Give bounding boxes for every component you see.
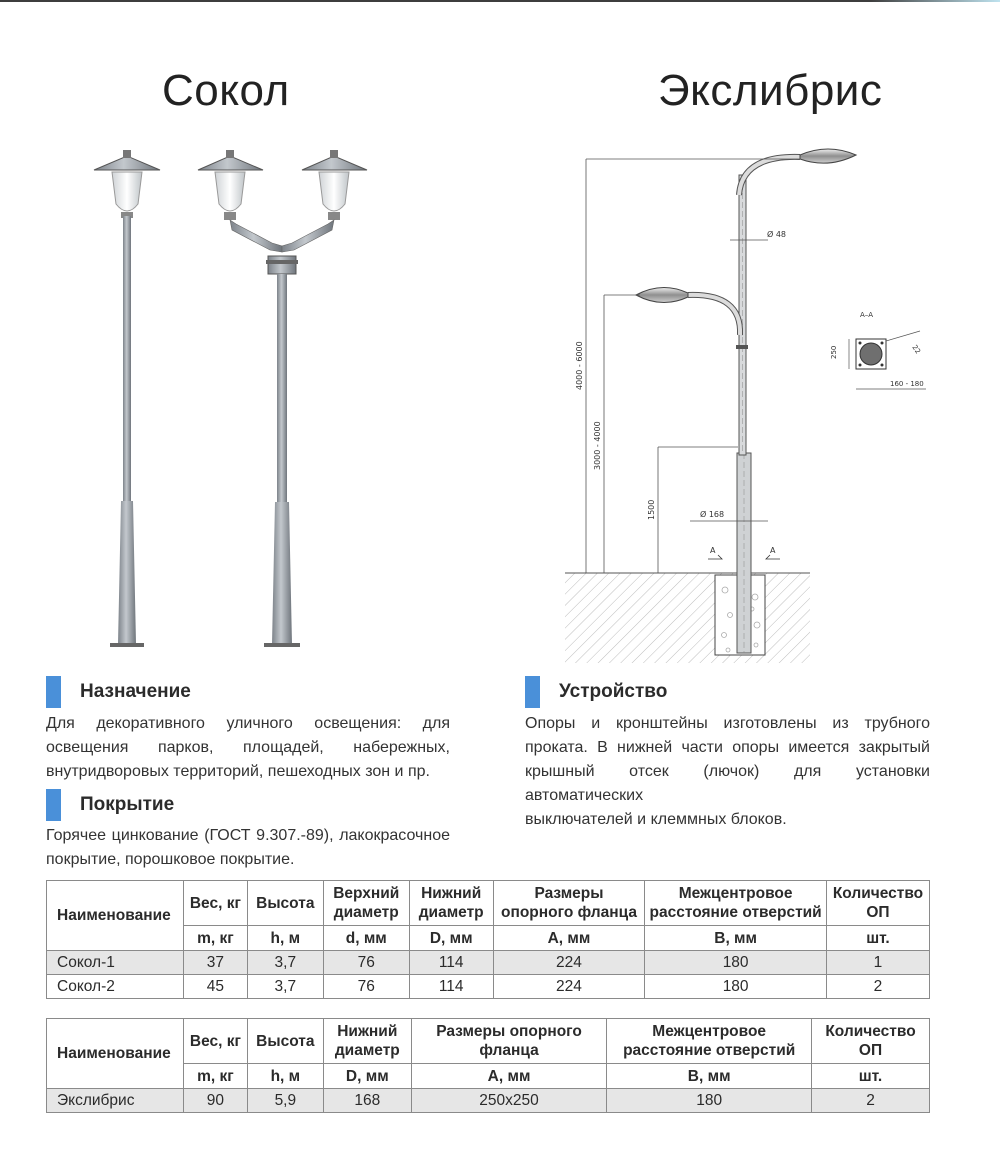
unit-cell: h, м (247, 926, 323, 951)
svg-text:160 - 180: 160 - 180 (890, 380, 924, 388)
section-coating-title: Покрытие (80, 794, 175, 815)
table-cell: Сокол-1 (47, 951, 184, 975)
unit-cell: шт. (812, 1064, 930, 1089)
unit-cell: h, м (247, 1064, 323, 1089)
table-cell: 250x250 (411, 1089, 607, 1113)
table-cell: 168 (323, 1089, 411, 1113)
section-accent-bar (525, 676, 540, 708)
table-cell: Экслибрис (47, 1089, 184, 1113)
table-row (47, 975, 930, 999)
column-header: Верхний диаметр (323, 881, 409, 926)
column-header: Размеры опорного фланца (411, 1019, 607, 1064)
flange-section (830, 311, 926, 389)
section-purpose-text (46, 712, 450, 784)
title-sokol: Сокол (162, 66, 290, 115)
unit-cell: D, мм (323, 1064, 411, 1089)
table-cell: 180 (645, 975, 827, 999)
unit-cell: А, мм (411, 1064, 607, 1089)
unit-cell: А, мм (493, 926, 645, 951)
svg-text:22: 22 (910, 343, 923, 356)
text-line: Горячее цинкование (ГОСТ 9.307.-89), лакокрасочное (46, 827, 450, 844)
sokol-1-pole (94, 150, 160, 647)
table-cell: 5,9 (247, 1089, 323, 1113)
spec-table-sokol (46, 880, 930, 999)
text-line: крышный отсек (лючок) для установки автоматических (525, 763, 930, 804)
unit-cell: шт. (826, 926, 929, 951)
text-line: выключателей и клеммных блоков. (525, 811, 787, 828)
text-line: покрытие, порошковое покрытие. (46, 851, 295, 868)
section-purpose-title: Назначение (80, 681, 191, 702)
column-header-name: Наименование (47, 881, 184, 951)
exlibris-technical-drawing (560, 135, 950, 665)
column-header: Вес, кг (183, 881, 247, 926)
column-header: Количество ОП (826, 881, 929, 926)
text-line: проката. В нижней части опоры имеется закрытый (525, 739, 930, 756)
column-header-name: Наименование (47, 1019, 184, 1089)
title-exlibris: Экслибрис (658, 66, 883, 115)
top-rule-fade (870, 0, 1000, 2)
table-cell: 3,7 (247, 975, 323, 999)
unit-cell: d, мм (323, 926, 409, 951)
column-header: Количество ОП (812, 1019, 930, 1064)
unit-cell: D, мм (409, 926, 493, 951)
section-device-text (525, 712, 930, 832)
column-header: Межцентровое расстояние отверстий (645, 881, 827, 926)
unit-cell: В, мм (607, 1064, 812, 1089)
unit-cell: В, мм (645, 926, 827, 951)
label-height-low: 1500 (647, 499, 656, 520)
column-header: Высота (247, 881, 323, 926)
label-height-mid: 3000 - 4000 (593, 421, 602, 470)
table-cell: 114 (409, 951, 493, 975)
label-top-diameter: Ø 48 (767, 230, 787, 239)
text-line: внутридворовых территорий, пешеходных зон и пр. (46, 763, 430, 780)
table-cell: 2 (826, 975, 929, 999)
table-cell: 2 (812, 1089, 930, 1113)
table-cell: Сокол-2 (47, 975, 184, 999)
sokol-poles-illustration (80, 140, 380, 652)
unit-cell: m, кг (183, 926, 247, 951)
section-accent-bar (46, 789, 61, 821)
text-line: освещения парков, площадей, набережных, (46, 739, 450, 756)
table-header-row (47, 1019, 930, 1064)
label-height-full: 4000 - 6000 (575, 341, 584, 390)
column-header: Размеры опорного фланца (493, 881, 645, 926)
section-device-header (525, 676, 667, 708)
column-header: Высота (247, 1019, 323, 1064)
top-rule (0, 0, 1000, 2)
svg-text:А–А: А–А (860, 311, 874, 319)
table-cell: 37 (183, 951, 247, 975)
table-header-row (47, 881, 930, 926)
svg-text:А: А (710, 546, 716, 555)
svg-text:А: А (770, 546, 776, 555)
section-coating-text (46, 824, 450, 872)
svg-text:250: 250 (830, 345, 838, 359)
table-row (47, 951, 930, 975)
table-cell: 76 (323, 951, 409, 975)
table-row (47, 1089, 930, 1113)
table-cell: 3,7 (247, 951, 323, 975)
column-header: Нижний диаметр (409, 881, 493, 926)
section-device-title: Устройство (559, 681, 668, 702)
table-cell: 1 (826, 951, 929, 975)
unit-cell: m, кг (183, 1064, 247, 1089)
column-header: Нижний диаметр (323, 1019, 411, 1064)
spec-table-exlibris (46, 1018, 930, 1113)
column-header: Межцентровое расстояние отверстий (607, 1019, 812, 1064)
table-cell: 180 (645, 951, 827, 975)
section-purpose-header (46, 676, 191, 708)
section-coating-header (46, 789, 174, 821)
text-line: Для декоративного уличного освещения: для (46, 715, 450, 732)
section-accent-bar (46, 676, 61, 708)
table-cell: 180 (607, 1089, 812, 1113)
table-cell: 45 (183, 975, 247, 999)
sokol-2-pole (198, 150, 367, 647)
column-header: Вес, кг (183, 1019, 247, 1064)
table-cell: 90 (183, 1089, 247, 1113)
ground-hatch (565, 573, 810, 663)
table-cell: 114 (409, 975, 493, 999)
label-bottom-diameter: Ø 168 (700, 510, 725, 519)
text-line: Опоры и кронштейны изготовлены из трубного (525, 715, 930, 732)
table-cell: 76 (323, 975, 409, 999)
table-cell: 224 (493, 975, 645, 999)
table-cell: 224 (493, 951, 645, 975)
